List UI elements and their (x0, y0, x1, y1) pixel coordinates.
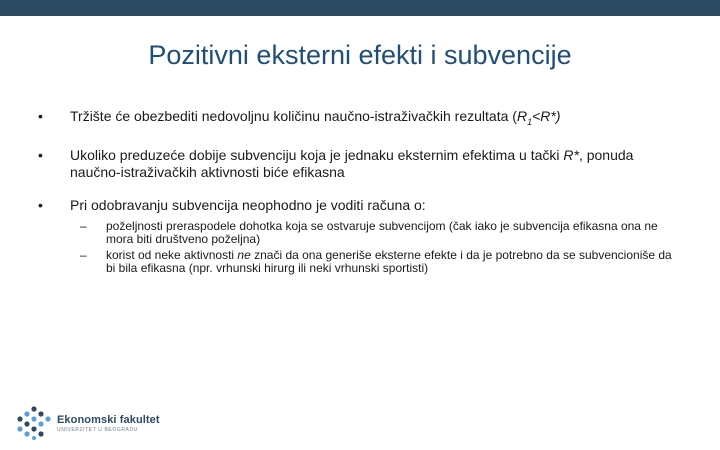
sub-bullet-item-2 (70, 249, 678, 275)
logo-name: Ekonomski fakultet (57, 413, 160, 426)
bullet-item-3 (38, 197, 678, 275)
logo-subtitle: UNIVERZITET U BEOGRADU (57, 426, 138, 433)
sub-bullet-symbol: – (80, 218, 87, 233)
bullet-text: Pri odobravanju subvencija neophodno je voditi računa o: (70, 196, 426, 213)
sub-bullet-symbol: – (80, 247, 87, 262)
bullet-symbol: • (38, 196, 43, 213)
top-header-bar (0, 0, 720, 16)
sub-bullet-item-1 (70, 220, 678, 246)
bullet-item-1 (38, 108, 678, 131)
sub-bullet-emphasis: ne (237, 247, 251, 262)
bullet-math-r1: $R_1<R*$) (516, 108, 561, 127)
bullet-text-cont: , ponuda naučno-istraživačkih aktivnosti biće efikasna (70, 146, 634, 180)
bullet-list (38, 108, 678, 291)
sub-bullet-text: korist od neke aktivnosti (106, 247, 238, 262)
slide-title: Pozitivni eksterni efekti i subvencije (148, 40, 572, 70)
bullet-math-r-star: R* (563, 146, 579, 163)
bullet-symbol: • (38, 108, 43, 124)
bullet-text: Tržište će obezbediti nedovoljnu količinu naučno-istraživačkih rezultata ( (70, 108, 517, 124)
logo-dots-icon (17, 406, 51, 440)
faculty-logo (17, 406, 160, 440)
bullet-text: Ukoliko preduzeće dobije subvenciju koja je jednaku eksternim efektima u tački (70, 146, 564, 163)
bullet-item-2 (38, 147, 678, 181)
logo-text (57, 414, 160, 433)
sub-bullet-list (70, 220, 678, 275)
sub-bullet-text-cont: znači da ona generiše eksterne efekte i da je potrebno da se subvencioniše da bi bila efikasna (npr. vrhunski hirurg ili neki vrhunski sportisti) (106, 247, 672, 275)
bullet-symbol: • (38, 146, 43, 163)
sub-bullet-text: poželjnosti preraspodele dohotka koja se ostvaruje subvencijom (čak iako je subvencija efikasna ona ne mora biti društveno poželjna) (106, 218, 658, 246)
